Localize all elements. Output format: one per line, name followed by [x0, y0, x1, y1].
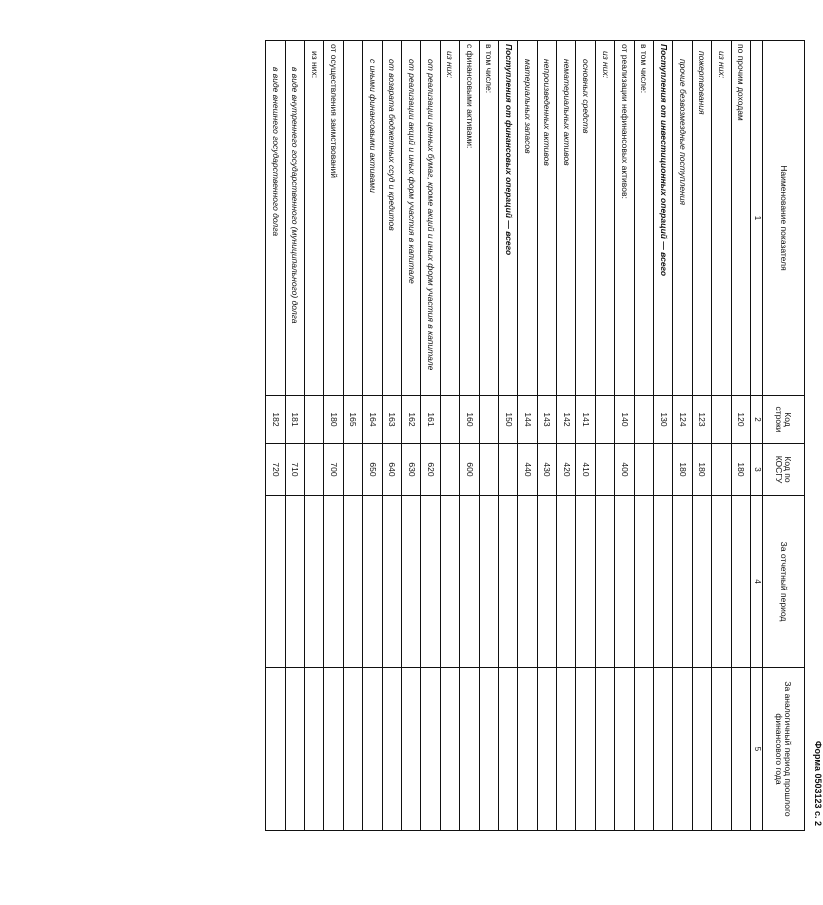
row-kosgu: 600: [460, 444, 479, 496]
row-code: 143: [537, 396, 556, 444]
row-code: 120: [731, 396, 750, 444]
row-previous: [479, 668, 498, 831]
row-kosgu: 640: [382, 444, 401, 496]
rotated-form-sheet: [265, 40, 823, 830]
table-row: [382, 41, 401, 831]
row-previous: [731, 668, 750, 831]
row-name: из них:: [595, 41, 614, 396]
column-number-row: [751, 41, 763, 831]
row-reporting: [305, 496, 324, 668]
header-kosgu: Код по КОСГУ: [763, 444, 805, 496]
row-reporting: [440, 496, 459, 668]
row-kosgu: 180: [673, 444, 692, 496]
row-previous: [634, 668, 653, 831]
row-reporting: [498, 496, 517, 668]
table-row: [595, 41, 614, 831]
row-reporting: [576, 496, 595, 668]
table-row: [363, 41, 382, 831]
table-row: [712, 41, 731, 831]
table-row: [692, 41, 711, 831]
row-reporting: [401, 496, 420, 668]
row-name: от реализации акций и иных форм участия в капитале: [401, 41, 420, 396]
col-number: 5: [751, 668, 763, 831]
row-name: прочие безвозмездные поступления: [673, 41, 692, 396]
row-previous: [440, 668, 459, 831]
row-previous: [460, 668, 479, 831]
row-reporting: [712, 496, 731, 668]
row-code: 161: [421, 396, 440, 444]
row-kosgu: 700: [324, 444, 343, 496]
row-name: в том числе:: [479, 41, 498, 396]
row-previous: [382, 668, 401, 831]
table-row: [305, 41, 324, 831]
row-name: в том числе:: [634, 41, 653, 396]
row-kosgu: [595, 444, 614, 496]
row-previous: [421, 668, 440, 831]
header-previous: За аналогичный период прошлого финансового года: [763, 668, 805, 831]
row-reporting: [595, 496, 614, 668]
row-code: 162: [401, 396, 420, 444]
row-reporting: [654, 496, 673, 668]
row-reporting: [285, 496, 304, 668]
row-reporting: [460, 496, 479, 668]
row-reporting: [479, 496, 498, 668]
row-previous: [557, 668, 576, 831]
table-row: [343, 41, 362, 831]
row-reporting: [557, 496, 576, 668]
row-kosgu: 440: [518, 444, 537, 496]
col-number: 2: [751, 396, 763, 444]
table-row: [557, 41, 576, 831]
row-reporting: [537, 496, 556, 668]
row-previous: [615, 668, 634, 831]
row-previous: [343, 668, 362, 831]
table-row: [285, 41, 304, 831]
row-reporting: [382, 496, 401, 668]
row-kosgu: 180: [731, 444, 750, 496]
row-kosgu: 180: [692, 444, 711, 496]
row-reporting: [518, 496, 537, 668]
row-previous: [498, 668, 517, 831]
row-previous: [266, 668, 286, 831]
table-row: [615, 41, 634, 831]
row-kosgu: [712, 444, 731, 496]
row-kosgu: 650: [363, 444, 382, 496]
report-table: [265, 40, 805, 831]
row-kosgu: 410: [576, 444, 595, 496]
row-reporting: [673, 496, 692, 668]
row-name: нематериальных активов: [557, 41, 576, 396]
col-number: 3: [751, 444, 763, 496]
row-name: материальных запасов: [518, 41, 537, 396]
table-row: [479, 41, 498, 831]
row-previous: [595, 668, 614, 831]
row-code: [712, 396, 731, 444]
row-previous: [712, 668, 731, 831]
row-reporting: [731, 496, 750, 668]
table-row: [634, 41, 653, 831]
row-kosgu: 630: [401, 444, 420, 496]
row-kosgu: [498, 444, 517, 496]
table-row: [460, 41, 479, 831]
table-row: [266, 41, 286, 831]
row-previous: [305, 668, 324, 831]
form-label: Форма 0503123 с. 2: [813, 740, 823, 826]
row-reporting: [421, 496, 440, 668]
row-name: с иными финансовыми активами: [363, 41, 382, 396]
row-name: в виде внешнего государственного долга: [266, 41, 286, 396]
col-number: 4: [751, 496, 763, 668]
row-name: от реализации нефинансовых активов:: [615, 41, 634, 396]
row-previous: [576, 668, 595, 831]
row-previous: [673, 668, 692, 831]
row-reporting: [266, 496, 286, 668]
row-reporting: [615, 496, 634, 668]
row-name: пожертвования: [692, 41, 711, 396]
row-code: 182: [266, 396, 286, 444]
table-row: [673, 41, 692, 831]
row-kosgu: 720: [266, 444, 286, 496]
row-code: [479, 396, 498, 444]
row-reporting: [324, 496, 343, 668]
col-number: 1: [751, 41, 763, 396]
row-kosgu: 430: [537, 444, 556, 496]
row-kosgu: [634, 444, 653, 496]
table-row: [576, 41, 595, 831]
row-kosgu: [479, 444, 498, 496]
row-kosgu: [305, 444, 324, 496]
row-name: Поступления от инвестиционных операций — всего: [654, 41, 673, 396]
row-name: по прочим доходам: [731, 41, 750, 396]
table-row: [401, 41, 420, 831]
row-code: [595, 396, 614, 444]
row-code: 141: [576, 396, 595, 444]
row-code: 140: [615, 396, 634, 444]
row-code: 142: [557, 396, 576, 444]
row-name: от возврата бюджетных ссуд и кредитов: [382, 41, 401, 396]
row-reporting: [634, 496, 653, 668]
header-reporting: За отчетный период: [763, 496, 805, 668]
row-code: 124: [673, 396, 692, 444]
row-reporting: [363, 496, 382, 668]
row-name: непроизведенных активов: [537, 41, 556, 396]
row-kosgu: 710: [285, 444, 304, 496]
row-code: 165: [343, 396, 362, 444]
row-code: [440, 396, 459, 444]
row-name: от осуществления заимствований: [324, 41, 343, 396]
table-row: [654, 41, 673, 831]
row-kosgu: 620: [421, 444, 440, 496]
table-row: [518, 41, 537, 831]
row-code: 130: [654, 396, 673, 444]
row-code: 164: [363, 396, 382, 444]
row-kosgu: 420: [557, 444, 576, 496]
row-name: в виде внутреннего государственного (муниципального) долга: [285, 41, 304, 396]
row-name: из них:: [305, 41, 324, 396]
row-kosgu: [654, 444, 673, 496]
row-previous: [518, 668, 537, 831]
row-previous: [692, 668, 711, 831]
row-name: из них:: [440, 41, 459, 396]
row-previous: [285, 668, 304, 831]
row-code: 123: [692, 396, 711, 444]
row-name: основных средств: [576, 41, 595, 396]
table-row: [537, 41, 556, 831]
row-reporting: [343, 496, 362, 668]
row-code: 144: [518, 396, 537, 444]
table-row: [498, 41, 517, 831]
row-previous: [537, 668, 556, 831]
row-previous: [324, 668, 343, 831]
row-name: [343, 41, 362, 396]
header-line-code: Код строки: [763, 396, 805, 444]
row-kosgu: [440, 444, 459, 496]
table-row: [324, 41, 343, 831]
row-kosgu: 400: [615, 444, 634, 496]
row-code: 160: [460, 396, 479, 444]
row-name: от реализации ценных бумаг, кроме акций и иных форм участия в капитале: [421, 41, 440, 396]
row-name: с финансовыми активами:: [460, 41, 479, 396]
header-name: Наименование показателя: [763, 41, 805, 396]
header-row: [763, 41, 805, 831]
row-code: [305, 396, 324, 444]
table-row: [440, 41, 459, 831]
row-name: Поступления от финансовых операций — всего: [498, 41, 517, 396]
row-code: [634, 396, 653, 444]
row-code: 150: [498, 396, 517, 444]
row-previous: [401, 668, 420, 831]
row-reporting: [692, 496, 711, 668]
row-code: 163: [382, 396, 401, 444]
row-previous: [363, 668, 382, 831]
row-code: 181: [285, 396, 304, 444]
table-row: [731, 41, 750, 831]
row-name: из них:: [712, 41, 731, 396]
row-code: 180: [324, 396, 343, 444]
table-row: [421, 41, 440, 831]
row-kosgu: [343, 444, 362, 496]
row-previous: [654, 668, 673, 831]
